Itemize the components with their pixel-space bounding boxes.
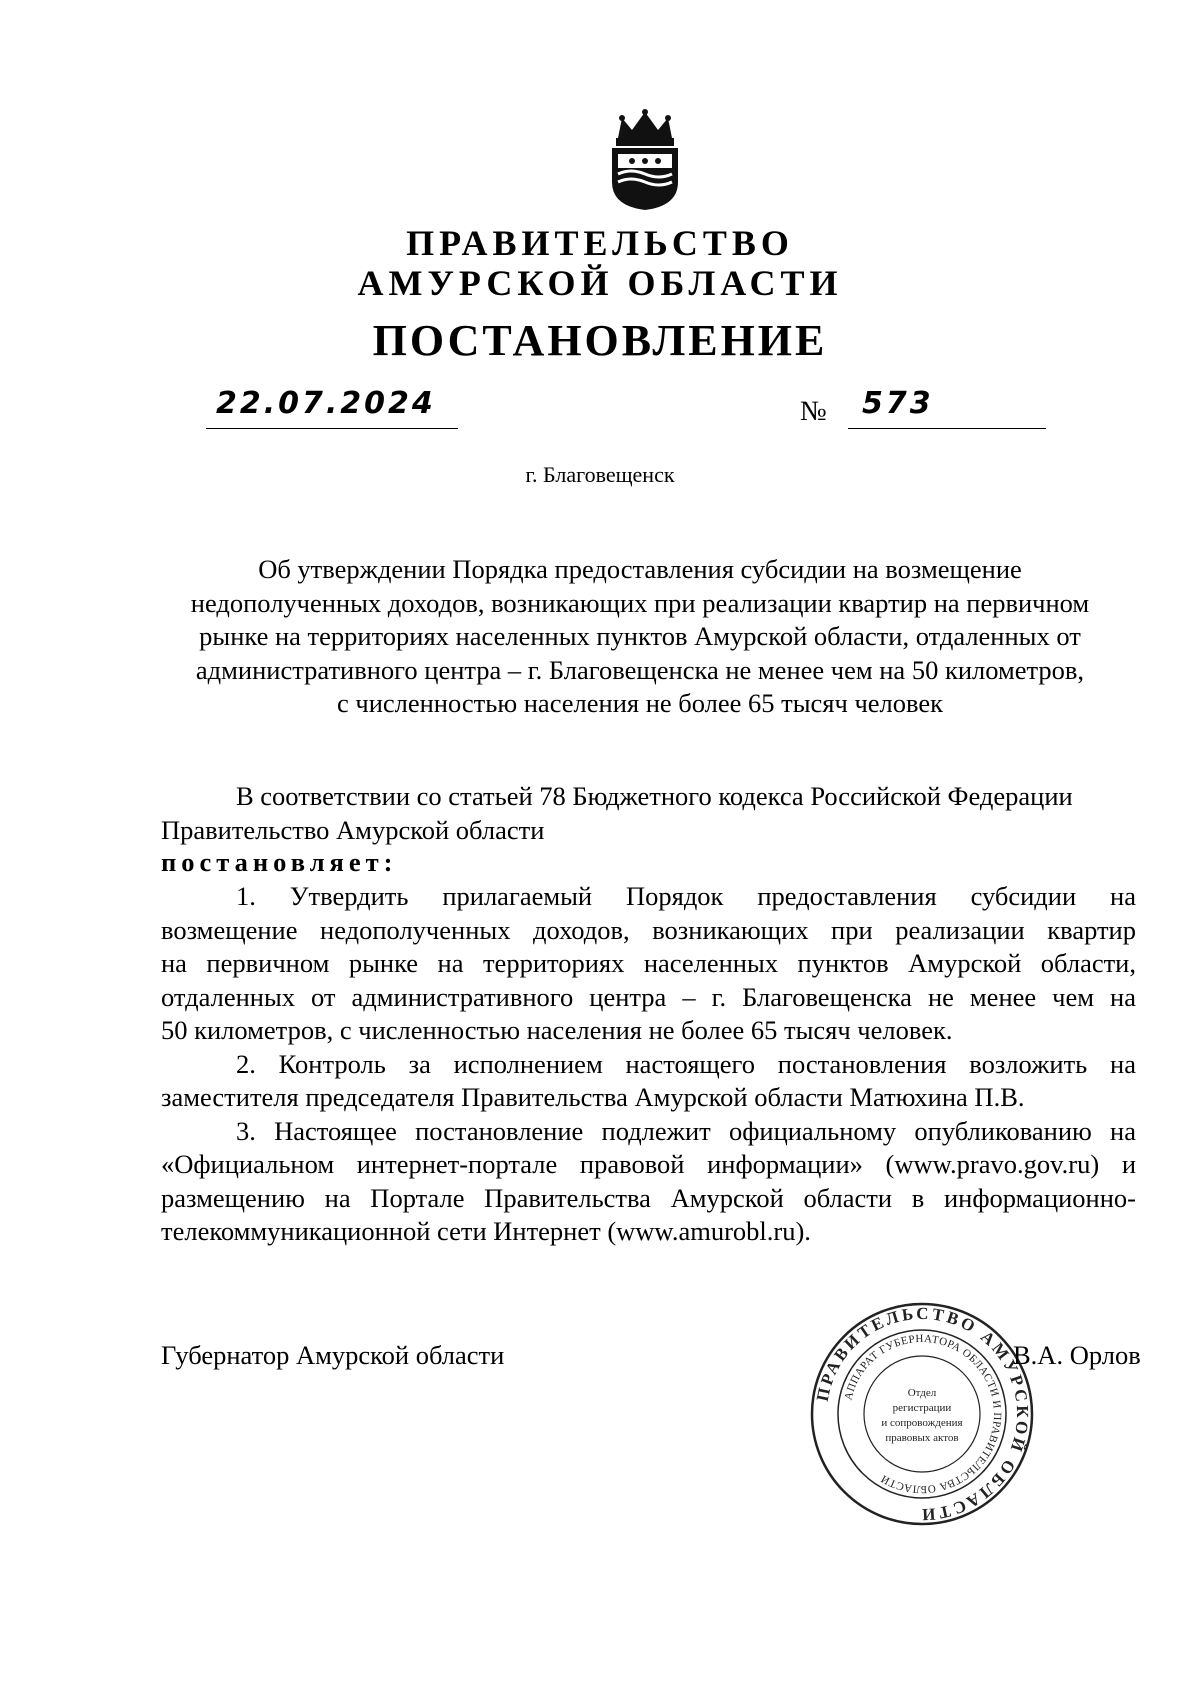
stamp-inner-text: АППАРАТ ГУБЕРНАТОРА ОБЛАСТИ И ПРАВИТЕЛЬСТВА ОБЛАСТИ [842,1332,1004,1496]
item-line: 50 километров, с численностью населения не более 65 тысяч человек. [161,1015,953,1045]
decree-items [161,880,1136,1249]
decree-item-2 [161,1048,1136,1115]
number-field [848,384,1046,429]
handwritten-number: 573 [862,386,934,421]
item-line: заместителя председателя Правительства Амурской области Матюхина П.В. [161,1082,1025,1112]
date-field [206,384,458,429]
preamble-line1: В соответствии со статьей 78 Бюджетного кодекса Российской Федерации [236,781,1073,811]
item-line: 2. Контроль за исполнением настоящего постановления возложить на [236,1048,1136,1079]
amur-oblast-coat-of-arms-icon [604,108,686,212]
item-line: возмещение недополученных доходов, возникающих при реализации квартир [161,914,1136,945]
preamble-line2: Правительство Амурской области [161,815,545,845]
item-line: на первичном рынке на территориях населенных пунктов Амурской области, [161,948,1136,978]
number-label: № [800,396,827,427]
decree-word: постановляет: [161,847,398,877]
document-title [150,553,1130,721]
city: г. Благовещенск [525,462,675,487]
org-name-line1: ПРАВИТЕЛЬСТВО [406,223,794,263]
stamp-center-text: Отдел [907,1387,937,1399]
title-line: административного центра – г. Благовещенска не менее чем на 50 километров, [195,654,1085,685]
stamp-center-text: правовых актов [885,1432,959,1444]
stamp-center-text: регистрации [892,1402,952,1414]
official-stamp [808,1300,1036,1528]
signer-name: В.А. Орлов [1013,1340,1141,1370]
title-line: с численностью населения не более 65 тысяч человек [336,688,944,718]
item-line: 1. Утвердить прилагаемый Порядок предоставления субсидии на [236,881,1136,911]
title-line: недополученных доходов, возникающих при реализации квартир на первичном [190,587,1090,618]
item-line: телекоммуникационной сети Интернет (www.amurobl.ru). [161,1216,811,1246]
item-line: 3. Настоящее постановление подлежит официальному опубликованию на [236,1115,1136,1146]
item-line: «Официальном интернет-портале правовой информации» (www.pravo.gov.ru) и [161,1149,1136,1179]
decree-item-1 [161,880,1136,1048]
item-line: размещению на Портале Правительства Амурской области в информационно- [161,1182,1136,1213]
title-line: Об утверждении Порядка предоставления субсидии на возмещение [258,554,1022,584]
signer-title: Губернатор Амурской области [161,1340,505,1370]
handwritten-date: 22.07.2024 [216,386,436,421]
item-line: отдаленных от административного центра – г. Благовещенска не менее чем на [161,981,1136,1012]
document-type: ПОСТАНОВЛЕНИЕ [372,316,828,365]
stamp-outer-text: ПРАВИТЕЛЬСТВО АМУРСКОЙ ОБЛАСТИ [812,1303,1033,1525]
decree-item-3 [161,1115,1136,1249]
stamp-center-text: и сопровождения [881,1417,963,1429]
title-line: рынке на территориях населенных пунктов Амурской области, отдаленных от [199,621,1081,651]
org-name-line2: АМУРСКОЙ ОБЛАСТИ [357,263,843,303]
